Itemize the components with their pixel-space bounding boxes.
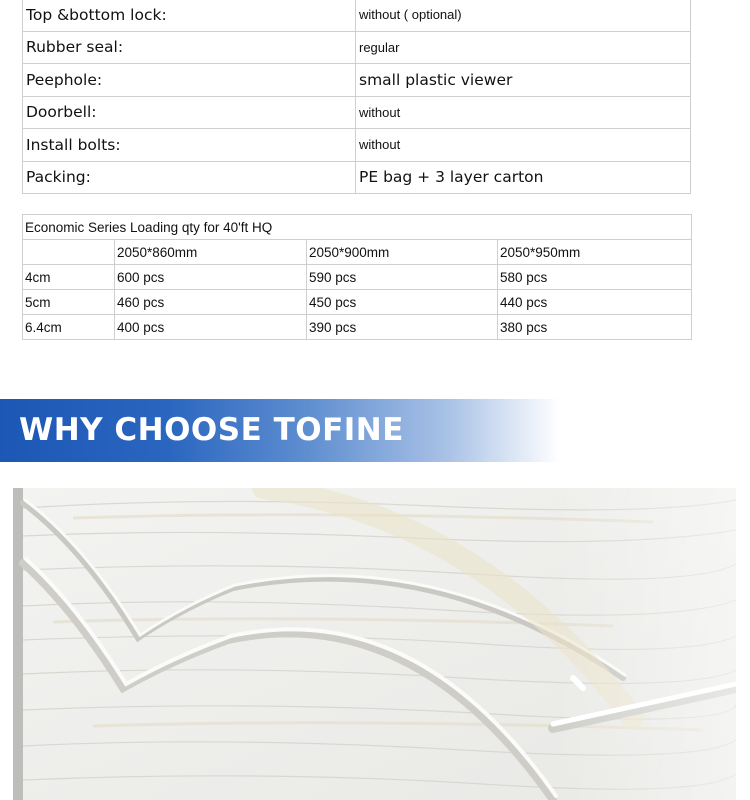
- loading-qty-table: [22, 214, 692, 340]
- spec-label: Install bolts:: [23, 129, 356, 162]
- banner-title: WHY CHOOSE TOFINE: [19, 412, 404, 448]
- spec-row: [23, 31, 691, 64]
- spec-row: [23, 64, 691, 97]
- thickness-cell: 5cm: [23, 290, 115, 315]
- table-header-cell: 2050*860mm: [115, 240, 307, 265]
- spec-label: Top &bottom lock:: [23, 0, 356, 31]
- spec-value: regular: [356, 31, 691, 64]
- loading-table-title: Economic Series Loading qty for 40'ft HQ: [23, 215, 692, 240]
- qty-cell: 590 pcs: [307, 265, 498, 290]
- spec-value: without ( optional): [356, 0, 691, 31]
- spec-label: Peephole:: [23, 64, 356, 97]
- door-surface-image: [13, 488, 736, 800]
- table-row: [23, 290, 692, 315]
- spec-value: without: [356, 129, 691, 162]
- section-banner: [0, 399, 560, 462]
- spec-value: without: [356, 96, 691, 129]
- spec-table: [22, 0, 691, 194]
- thickness-cell: 4cm: [23, 265, 115, 290]
- qty-cell: 460 pcs: [115, 290, 307, 315]
- spec-row: [23, 129, 691, 162]
- spec-label: Doorbell:: [23, 96, 356, 129]
- qty-cell: 580 pcs: [498, 265, 692, 290]
- table-header-cell: 2050*900mm: [307, 240, 498, 265]
- table-header-cell: [23, 240, 115, 265]
- spec-row: [23, 96, 691, 129]
- qty-cell: 600 pcs: [115, 265, 307, 290]
- table-header-row: [23, 240, 692, 265]
- thickness-cell: 6.4cm: [23, 315, 115, 340]
- door-surface-photo: [13, 488, 736, 800]
- table-row: [23, 265, 692, 290]
- qty-cell: 380 pcs: [498, 315, 692, 340]
- spec-row: [23, 0, 691, 31]
- table-header-cell: 2050*950mm: [498, 240, 692, 265]
- table-title-row: [23, 215, 692, 240]
- spec-label: Rubber seal:: [23, 31, 356, 64]
- qty-cell: 440 pcs: [498, 290, 692, 315]
- qty-cell: 400 pcs: [115, 315, 307, 340]
- spec-row: [23, 161, 691, 194]
- spec-label: Packing:: [23, 161, 356, 194]
- spec-value: small plastic viewer: [356, 64, 691, 97]
- spec-value: PE bag + 3 layer carton: [356, 161, 691, 194]
- qty-cell: 450 pcs: [307, 290, 498, 315]
- qty-cell: 390 pcs: [307, 315, 498, 340]
- table-row: [23, 315, 692, 340]
